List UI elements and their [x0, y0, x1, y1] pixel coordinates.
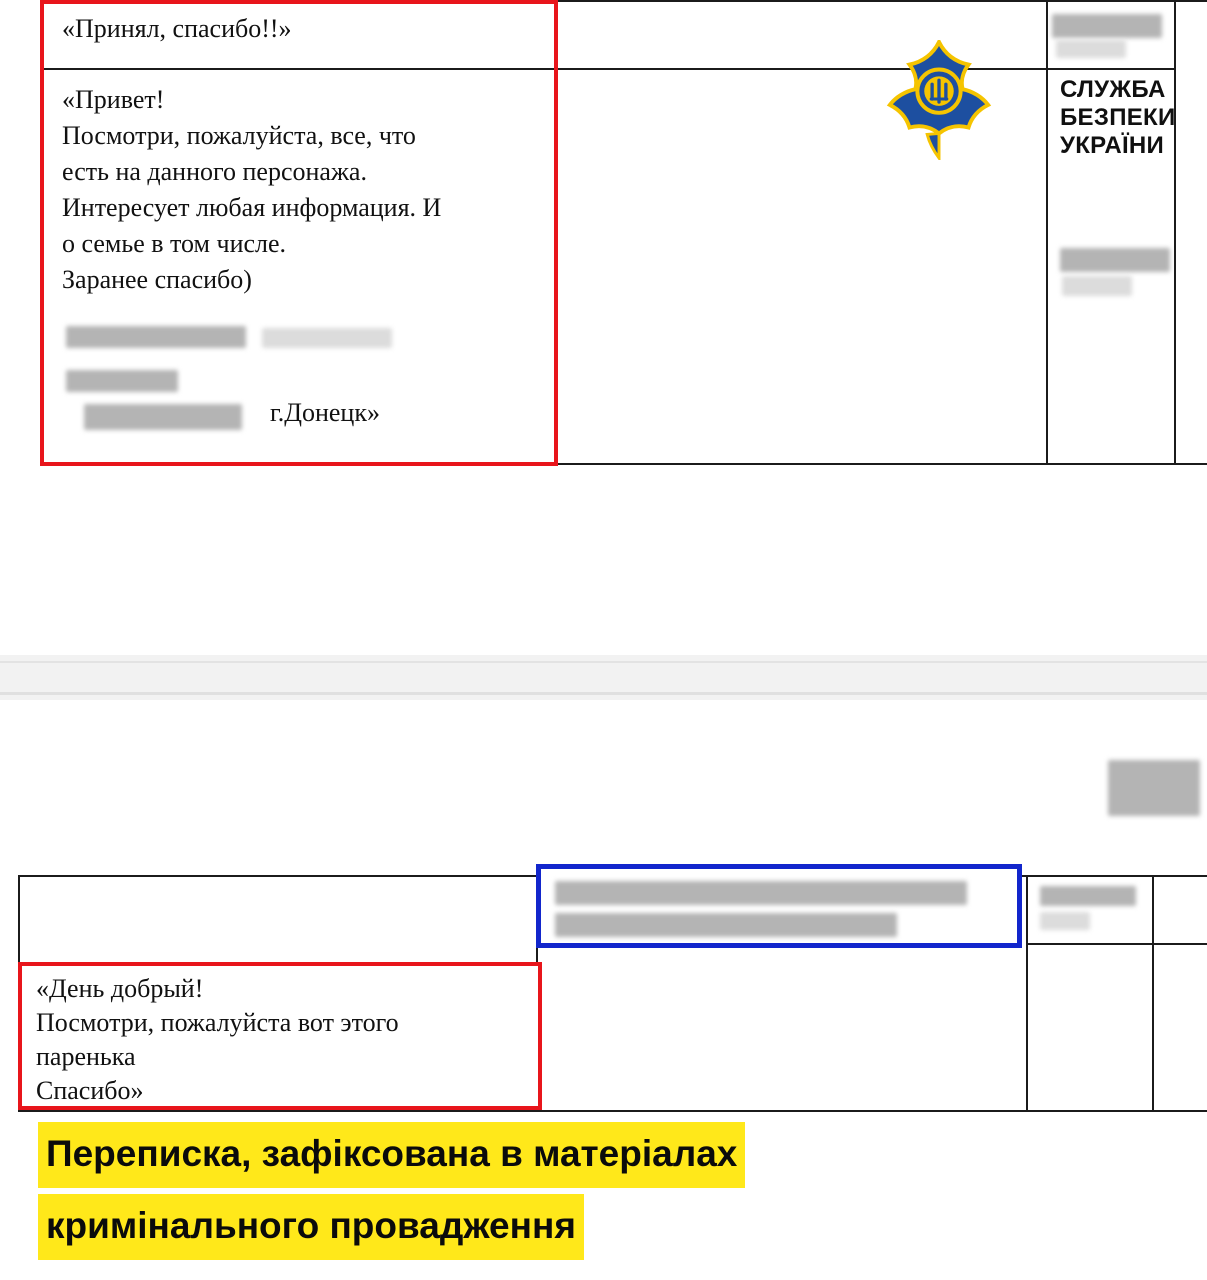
- redaction-header-middle-secondary: [1062, 276, 1132, 296]
- chat-quote-second-request: [36, 972, 536, 1108]
- quote-divider-line: [44, 68, 554, 70]
- blue-highlight-box: [536, 864, 1022, 948]
- sbu-emblem: [880, 40, 998, 160]
- red-highlight-box-top: [40, 0, 558, 466]
- redaction-sender-handle: [66, 370, 178, 392]
- sender-city-label: г.Донецк»: [270, 398, 380, 427]
- redaction-sender-location: [84, 404, 242, 430]
- chat-quote-request-line-2: Посмотри, пожалуйста, все, что: [62, 121, 416, 150]
- document-separator-line-top: [0, 661, 1207, 663]
- redaction-blue-box-line-1: [555, 881, 967, 905]
- chat-quote-second-request-line-1: «День добрый!: [36, 974, 204, 1003]
- chat-quote-request-line-3: есть на данного персонажа.: [62, 157, 367, 186]
- agency-caption-line-2: БЕЗПЕКИ: [1060, 104, 1176, 131]
- chat-quote-request-line-4: Интересует любая информация. И: [62, 193, 442, 222]
- redaction-right-cell-line-1: [1040, 886, 1136, 906]
- chat-quote-second-request-line-3: паренька: [36, 1042, 136, 1071]
- redaction-sender-name: [66, 326, 246, 348]
- table-border-top: [556, 0, 1207, 2]
- chat-quote-second-request-line-4: Спасибо»: [36, 1076, 144, 1105]
- table-border-inner-horizontal: [556, 68, 1174, 70]
- caption-line-1: Переписка, зафіксована в матеріалах: [38, 1122, 745, 1188]
- chat-quote-request: [62, 82, 542, 298]
- agency-caption-line-1: СЛУЖБА: [1060, 76, 1166, 103]
- agency-caption-line-3: УКРАЇНИ: [1060, 132, 1165, 159]
- chat-quote-request-line-1: «Привет!: [62, 85, 165, 114]
- redaction-header-middle: [1060, 248, 1170, 272]
- table-border-bottom-bottom-doc: [18, 1110, 1207, 1112]
- chat-quote-request-line-6: Заранее спасибо): [62, 265, 252, 294]
- redaction-blue-box-line-2: [555, 913, 897, 937]
- redaction-header-top-secondary: [1056, 40, 1126, 58]
- table-border-vertical-3: [1174, 0, 1176, 465]
- redaction-sender-name-secondary: [262, 328, 392, 348]
- caption-overlay: [38, 1122, 1138, 1266]
- table-border-inner-right-bottom-doc: [1026, 943, 1207, 945]
- table-border-vertical-2-bottom-doc: [1026, 875, 1028, 1112]
- red-highlight-box-bottom: [18, 962, 542, 1110]
- table-border-vertical-3-bottom-doc: [1152, 875, 1154, 1112]
- redaction-page-number: [1108, 760, 1200, 816]
- redaction-header-top: [1052, 14, 1162, 38]
- agency-caption: [1060, 76, 1176, 160]
- chat-quote-second-request-line-2: Посмотри, пожалуйста вот этого: [36, 1008, 399, 1037]
- chat-quote-acknowledgement: «Принял, спасибо!!»: [62, 14, 292, 43]
- redaction-right-cell-line-2: [1040, 912, 1090, 930]
- document-separator-line-bottom: [0, 692, 1207, 695]
- caption-line-2: кримінального провадження: [38, 1194, 584, 1260]
- chat-quote-request-line-5: о семье в том числе.: [62, 229, 287, 258]
